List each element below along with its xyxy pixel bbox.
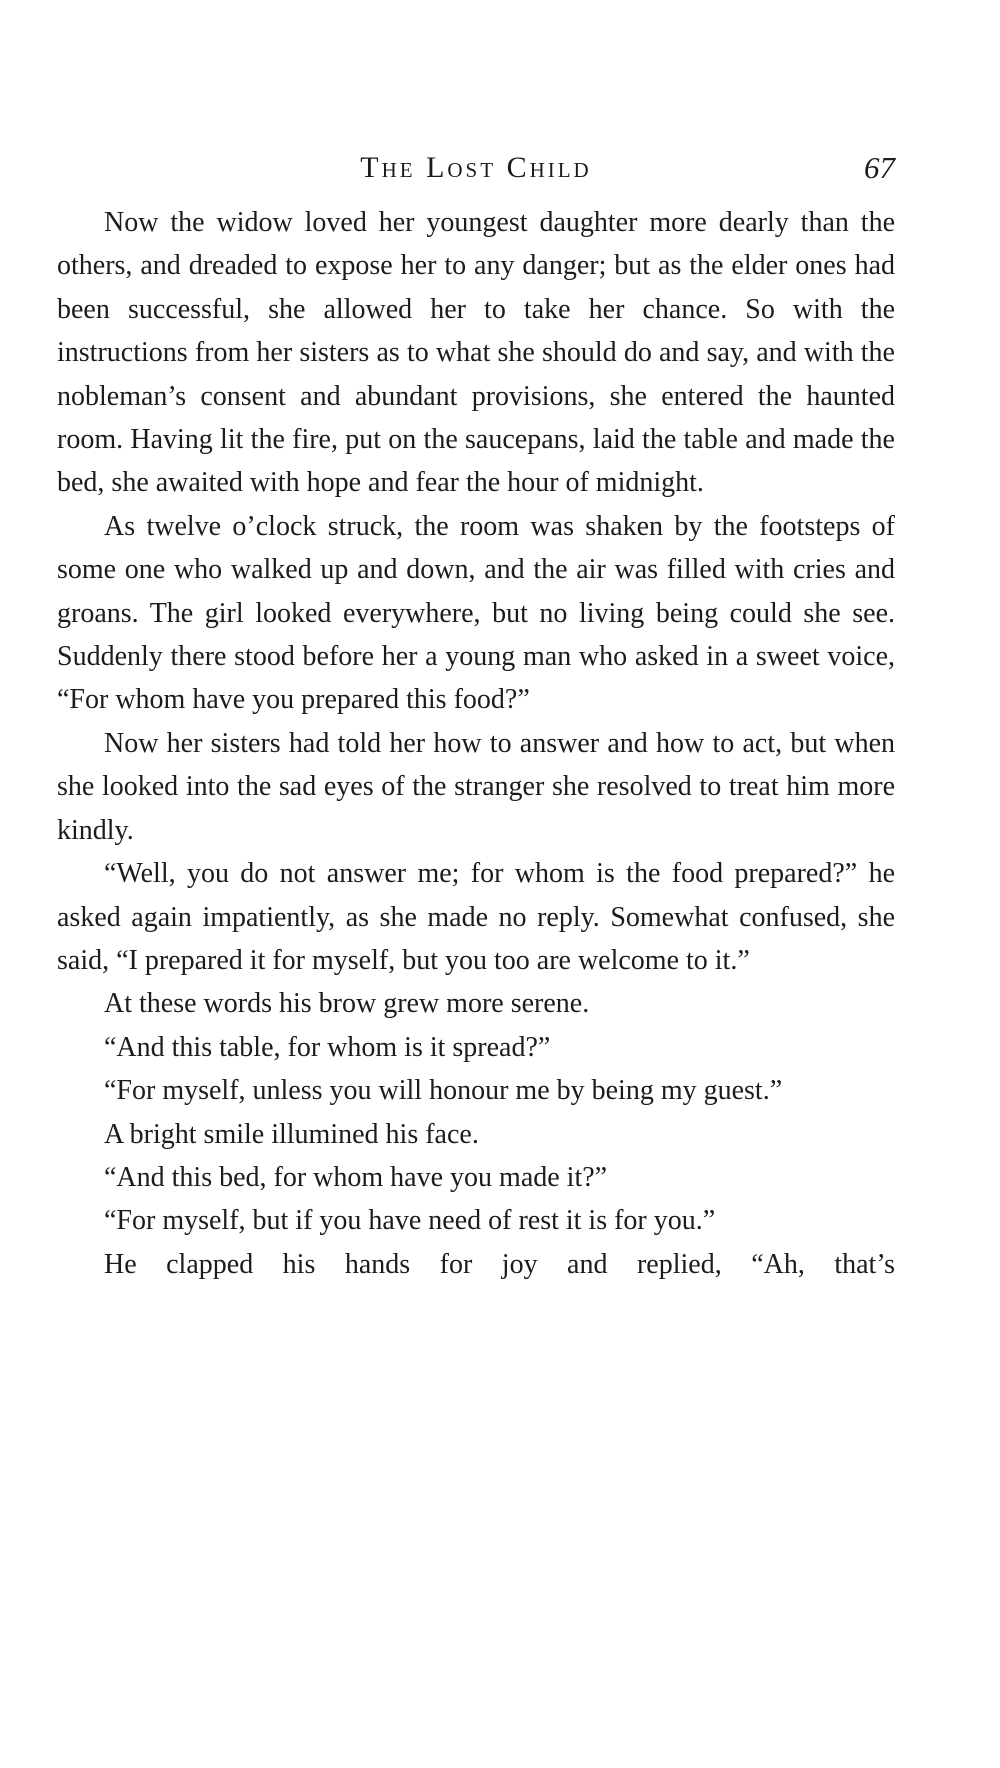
page-header — [57, 148, 895, 188]
paragraph: “For myself, unless you will honour me by being my guest.” — [104, 1075, 783, 1107]
paragraph: A bright smile illumined his face. — [104, 1118, 479, 1150]
paragraph: Now the widow loved her youngest daughter more dearly than the others, and dreaded to expose her to any danger; but as the elder ones had been successful, she allowed her to take her chance. So with the instructions from her sisters as to what she should do and say, and with the nobleman’s consent and abundant provisions, she entered the haunted room. Having lit the fire, put on the saucepans, laid the table and made the bed, she awaited with hope and fear the hour of midnight. — [57, 207, 895, 499]
body-text — [57, 201, 895, 1286]
paragraph: Now her sisters had told her how to answer and how to act, but when she looked into the sad eyes of the stranger she resolved to treat him more kindly. — [57, 727, 895, 846]
paragraph: “And this bed, for whom have you made it?” — [104, 1161, 608, 1193]
paragraph: He clapped his hands for joy and replied, “Ah, that’s — [104, 1248, 895, 1280]
paragraph: “Well, you do not answer me; for whom is the food prepared?” he asked again impatiently, as she made no reply. Somewhat confused, she said, “I prepared it for myself, but you too are welcome to it.” — [57, 858, 895, 976]
paragraph: “And this table, for whom is it spread?” — [104, 1031, 551, 1063]
running-title: The Lost Child — [360, 151, 592, 184]
paragraph: At these words his brow grew more serene. — [104, 988, 590, 1020]
page-number: 67 — [864, 150, 895, 185]
paragraph: As twelve o’clock struck, the room was shaken by the footsteps of some one who walked up and down, and the air was filled with cries and groans. The girl looked everywhere, but no living being could she see. Suddenly there stood before her a young man who asked in a sweet voice, “For whom have you prepared this food?” — [57, 510, 895, 716]
paragraph: “For myself, but if you have need of rest it is for you.” — [104, 1205, 716, 1237]
